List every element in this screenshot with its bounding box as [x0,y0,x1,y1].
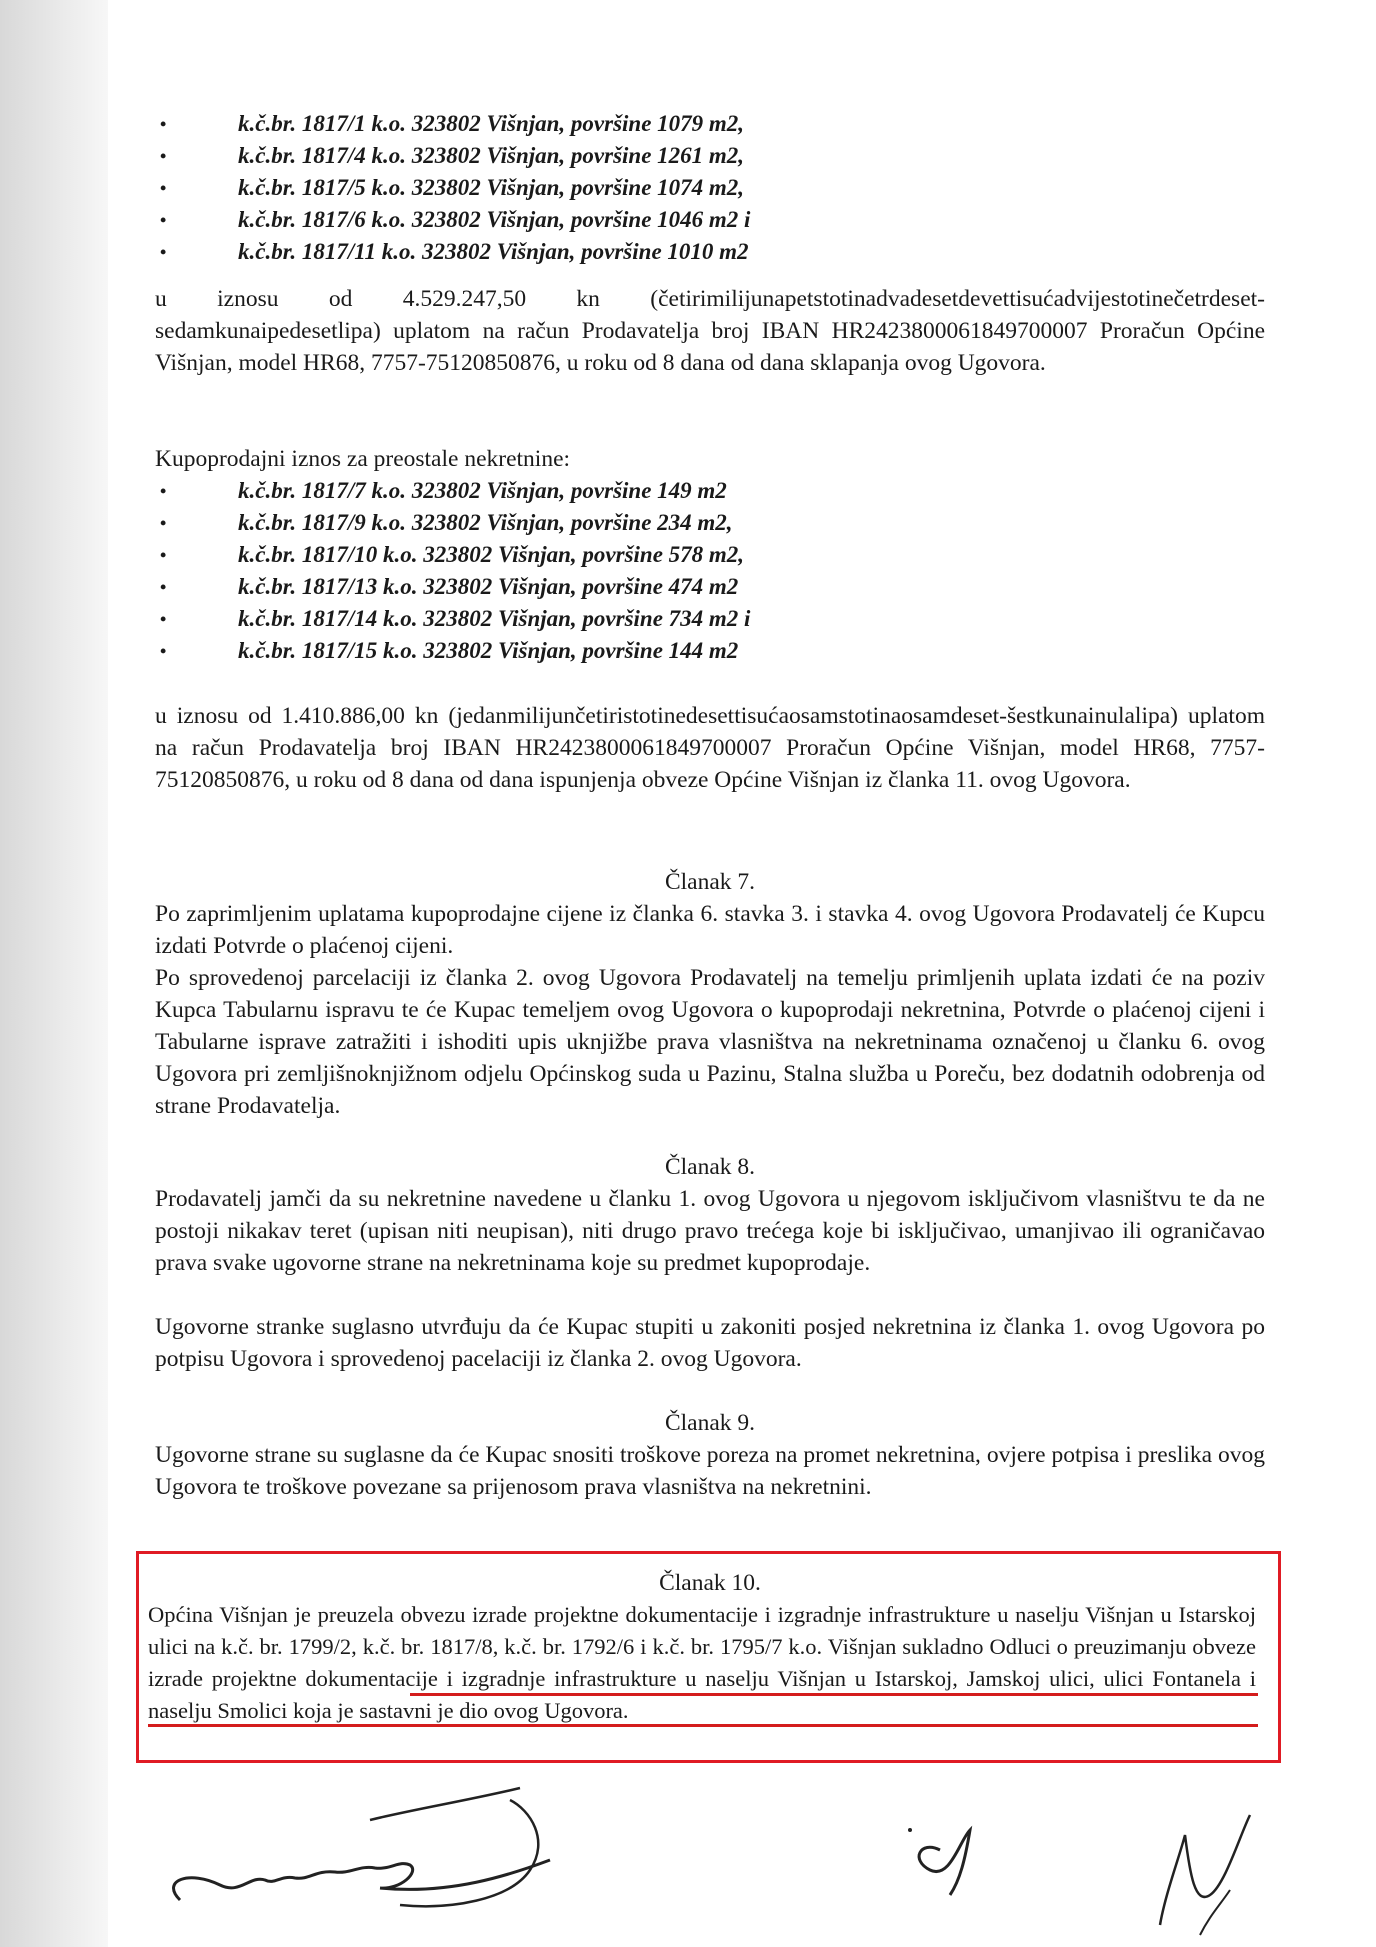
article-8-paragraph-2: Ugovorne stranke suglasno utvrđuju da će Kupac stupiti u zakoniti posjed nekretnina iz članka 1. ovog Ugovora po potpisu Ugovora i sprovedenoj pacelaciji iz članka 2. ovog Ugovora. [155,1314,1265,1372]
article-10-heading: Članak 10. [659,1570,761,1596]
bullet-icon: • [160,210,167,230]
parcel-list-1 [160,108,1060,268]
article-8-heading: Članak 8. [664,1154,756,1180]
article-9-heading: Članak 9. [664,1410,756,1436]
bullet-icon: • [160,513,167,533]
article-9-paragraph-1: Ugovorne strane su suglasne da će Kupac snositi troškove poreza na promet nekretnina, ovjere potpisa i preslika ovog Ugovora te troškove povezane sa prijenosom prava vlasništva na nekretnini. [155,1442,1265,1500]
list-item: • k.č.br. 1817/10 k.o. 323802 Višnjan, površine 578 m2, [160,539,1060,571]
payment-paragraph-1: u iznosu od 4.529.247,50 kn (četirimilijunapetstotinadvadesetdevettisućadvijestotinečetrdeset-sedamkunaipedesetlipa) uplatom na račun Prodavatelja broj IBAN HR2423800061849700007 Proračun Općine Višnjan, model HR68, 7757-75120850876, u roku od 8 dana od dana sklapanja ovog Ugovora. [155,286,1265,376]
bullet-icon: • [160,146,167,166]
bullet-icon: • [160,577,167,597]
article-7-paragraph-1: Po zaprimljenim uplatama kupoprodajne cijene iz članka 6. stavka 3. i stavka 4. ovog Ugovora Prodavatelj će Kupcu izdati Potvrde o plaćenoj cijeni. [155,901,1265,959]
parcel-list-2 [160,475,1060,667]
signature-middle [890,1810,1010,1900]
list-item: • k.č.br. 1817/11 k.o. 323802 Višnjan, površine 1010 m2 [160,236,1060,268]
payment-paragraph-2: u iznosu od 1.410.886,00 kn (jedanmilijunčetiristotinedesettisućaosamstotinaosamdeset-šestkunainulalipa) uplatom na račun Prodavatelja broj IBAN HR2423800061849700007 Proračun Općine Višnjan, model HR68, 7757-75120850876, u roku od 8 dana od dana ispunjenja obveze Općine Višnjan iz članka 11. ovog Ugovora. [155,703,1265,793]
list-item: • k.č.br. 1817/15 k.o. 323802 Višnjan, površine 144 m2 [160,635,1060,667]
list-item: • k.č.br. 1817/5 k.o. 323802 Višnjan, površine 1074 m2, [160,172,1060,204]
bullet-icon: • [160,178,167,198]
bullet-icon: • [160,114,167,134]
bullet-icon: • [160,609,167,629]
red-underline [148,1724,1258,1727]
list-item: • k.č.br. 1817/7 k.o. 323802 Višnjan, površine 149 m2 [160,475,1060,507]
signature-right [1140,1795,1290,1945]
list-item: • k.č.br. 1817/4 k.o. 323802 Višnjan, površine 1261 m2, [160,140,1060,172]
article-10-paragraph-1: Općina Višnjan je preuzela obvezu izrade projektne dokumentacije i izgradnje infrastrukture u naselju Višnjan u Istarskoj ulici na k.č. br. 1799/2, k.č. br. 1817/8, k.č. br. 1792/6 i k.č. br. 1795/7 k.o. Višnjan sukladno Odluci o preuzimanju obveze izrade projektne dokumentacije i izgradnje infrastrukture u naselju Višnjan u Istarskoj, Jamskoj ulici, ulici Fontanela i naselju Smolici koja je sastavni je dio ovog Ugovora. [148,1602,1256,1723]
bullet-icon: • [160,545,167,565]
signature-left [150,1780,570,1930]
list-item: • k.č.br. 1817/1 k.o. 323802 Višnjan, površine 1079 m2, [160,108,1060,140]
bullet-icon: • [160,641,167,661]
article-7-paragraph-2: Po sprovedenoj parcelaciji iz članka 2. ovog Ugovora Prodavatelj na temelju primljenih uplata izdati će na poziv Kupca Tabularnu ispravu te će Kupac temeljem ovog Ugovora o kupoprodaji nekretnina, Potvrde o plaćenoj cijeni i Tabularne isprave zatražiti i ishoditi upis uknjižbe prava vlasništva na nekretninama označenoj u članku 6. ovog Ugovora pri zemljišnoknjižnom odjelu Općinskog suda u Pazinu, Stalna služba u Poreču, bez dodatnih odobrenja od strane Prodavatelja. [155,965,1265,1119]
article-7-heading: Članak 7. [664,869,756,895]
list-item: • k.č.br. 1817/6 k.o. 323802 Višnjan, površine 1046 m2 i [160,204,1060,236]
bullet-icon: • [160,481,167,501]
scan-left-margin [0,0,108,1947]
list-item: • k.č.br. 1817/14 k.o. 323802 Višnjan, površine 734 m2 i [160,603,1060,635]
red-underline [410,1693,1258,1696]
list-item: • k.č.br. 1817/13 k.o. 323802 Višnjan, površine 474 m2 [160,571,1060,603]
list-item: • k.č.br. 1817/9 k.o. 323802 Višnjan, površine 234 m2, [160,507,1060,539]
bullet-icon: • [160,242,167,262]
list-2-intro: Kupoprodajni iznos za preostale nekretnine: [155,446,571,472]
article-8-paragraph-1: Prodavatelj jamči da su nekretnine navedene u članku 1. ovog Ugovora u njegovom isključivom vlasništvu te da ne postoji nikakav teret (upisan niti neupisan), niti drugo pravo trećega koje bi isključivao, umanjivao ili ograničavao prava svake ugovorne strane na nekretninama koje su predmet kupoprodaje. [155,1186,1265,1276]
